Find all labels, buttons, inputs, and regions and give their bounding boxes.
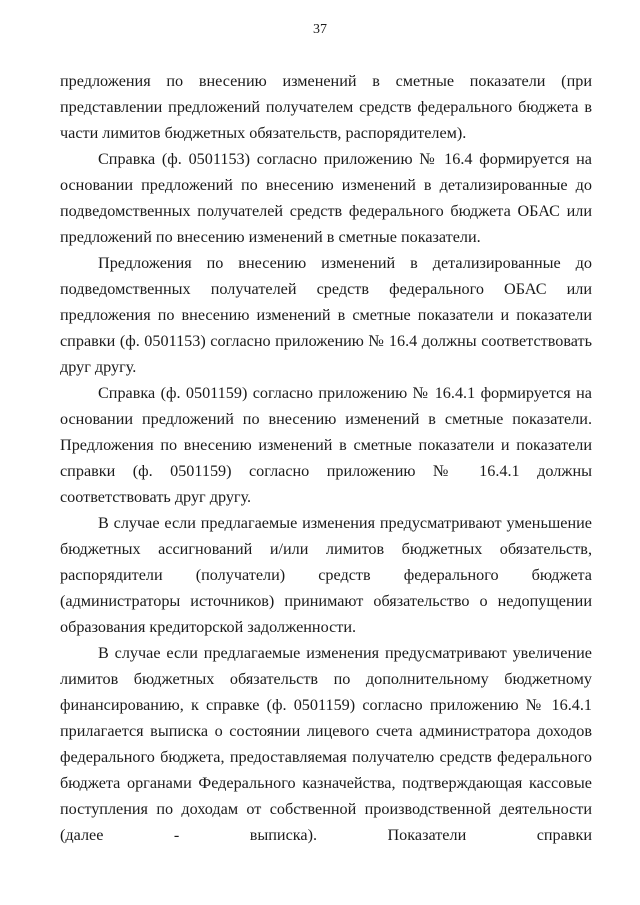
- paragraph-6-text: В случае если предлагаемые изменения предусматривают увеличение лимитов бюджетных обязательств по дополнительному бюджетному финансированию, к справке (ф. 0501159) согласно приложению № 16.4.1 прилагается выписка о состоянии лицевого счета администратора доходов федерального бюджета, предоставляемая получателю средств федерального бюджета органами Федерального казначейства, подтверждающая кассовые поступления по доходам от собственной производственной деятельности (далее - выписка). Показатели справки: [60, 644, 592, 844]
- paragraph-5: [60, 510, 592, 640]
- paragraph-1-text: предложения по внесению изменений в сметные показатели (при представлении предложений получателем средств федерального бюджета в части лимитов бюджетных обязательств, распорядителем).: [60, 72, 592, 142]
- page-number: 37: [313, 22, 327, 37]
- document-body: [60, 68, 592, 848]
- paragraph-1: [60, 68, 592, 146]
- paragraph-4-text: Справка (ф. 0501159) согласно приложению № 16.4.1 формируется на основании предложений по внесению изменений в сметные показатели. Предложения по внесению изменений в сметные показатели и показатели справки (ф. 0501159) согласно приложению № 16.4.1 должны соответствовать друг другу.: [60, 384, 592, 506]
- paragraph-5-text: В случае если предлагаемые изменения предусматривают уменьшение бюджетных ассигнований и/или лимитов бюджетных обязательств, распорядители (получатели) средств федерального бюджета (администраторы источников) принимают обязательство о недопущении образования кредиторской задолженности.: [60, 514, 592, 636]
- paragraph-2: [60, 146, 592, 250]
- paragraph-2-text: Справка (ф. 0501153) согласно приложению № 16.4 формируется на основании предложений по внесению изменений в детализированные до подведомственных получателей средств федерального бюджета ОБАС или предложений по внесению изменений в сметные показатели.: [60, 150, 592, 246]
- paragraph-6: [60, 640, 592, 848]
- paragraph-3: [60, 250, 592, 380]
- paragraph-4: [60, 380, 592, 510]
- paragraph-3-text: Предложения по внесению изменений в детализированные до подведомственных получателей средств федерального ОБАС или предложения по внесению изменений в сметные показатели и показатели справки (ф. 0501153) согласно приложению № 16.4 должны соответствовать друг другу.: [60, 254, 592, 376]
